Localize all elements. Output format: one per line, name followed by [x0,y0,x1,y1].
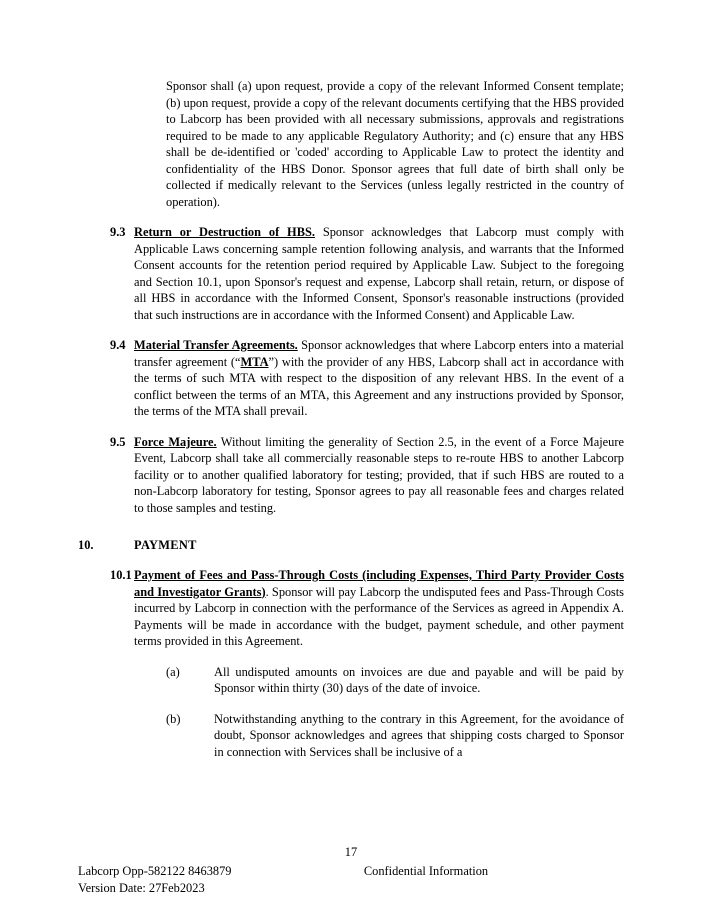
clause-number: 9.3 [110,225,126,239]
section-title: PAYMENT [134,538,197,552]
clause-heading: Payment of Fees and Pass-Through Costs (including Expenses, Third Party Provider Costs and Investigator Grants) [134,568,624,599]
clause-heading: Force Majeure. [134,434,217,449]
section-number: 10. [78,538,94,552]
footer-row-1 [78,863,624,880]
clause-9-4 [78,337,624,420]
sub-item-label: (a) [166,664,180,679]
clause-body-text: . Sponsor will pay Labcorp the undisputed fees and Pass-Through Costs incurred by Labcorp in connection with the performance of the Services as agreed in Appendix A. Payments will be made in accordance with the budget, payment schedule, and other payment terms provided in this Agreement. [134,584,624,648]
sub-item-text: Notwithstanding anything to the contrary in this Agreement, for the avoidance of doubt, Sponsor acknowledges and agrees that shipping costs charged to Sponsor in connection with Services shall be inclusive of a [214,711,624,759]
clause-heading: Material Transfer Agreements. [134,338,298,352]
clause-text [134,434,624,517]
page-number: 17 [344,845,358,859]
intro-paragraph: Sponsor shall (a) upon request, provide a copy of the relevant Informed Consent template; (b) upon request, provide a copy of the relevant documents certifying that the HBS provided to Labcorp has been provided with all necessary submissions, approvals and registrations required to be made to any applicable Regulatory Authority; and (c) ensure that any HBS shall be de-identified or 'coded' according to Applicable Law to protect the identity and confidentiality of the HBS Donor. Sponsor agrees that full date of birth shall only be collected if medically relevant to the Services (unless legally restricted in the country of operation). [166,79,624,209]
sub-item-b [166,711,624,761]
sub-item-a [166,664,624,697]
clause-text [134,567,624,650]
sub-item-label: (b) [166,711,181,726]
footer-confidentiality-notice: Confidential Information [363,864,489,878]
clause-text [134,337,624,420]
section-heading-payment [78,538,624,553]
clause-body-text-part2: ”) with the provider of any HBS, Labcorp shall act in accordance with the terms of such MTA with respect to the disposition of any relevant HBS. In the event of a conflict between the terms of an MTA, this Agreement and any instructions provided by Sponsor, the terms of the MTA shall prevail. [134,354,624,418]
footer-row-2 [78,880,624,897]
clause-9-5 [78,434,624,517]
clause-9-3 [78,224,624,323]
clause-number: 9.4 [110,338,126,352]
footer-version-date: Version Date: 27Feb2023 [78,881,205,895]
clause-number: 10.1 [110,568,132,582]
clause-body-text: Without limiting the generality of Section 2.5, in the event of a Force Majeure Event, Labcorp shall take all commercially reasonable steps to re-route HBS to another Labcorp facility or to another qualified laboratory for testing; provided, that if such HBS are routed to a non-Labcorp laboratory for testing, Sponsor agrees to pay all reasonable fees and charges related to those samples and testing. [134,434,625,515]
defined-term-mta: MTA [240,354,269,369]
clause-body-text-part1: Sponsor acknowledges that where Labcorp enters into a material transfer agreement (“ [134,338,624,369]
clause-10-1 [78,567,624,650]
clause-text [134,224,624,323]
footer-document-id: Labcorp Opp-582122 8463879 [78,864,232,878]
page-footer [0,845,704,897]
clause-number: 9.5 [110,434,126,449]
clause-body-text: Sponsor acknowledges that Labcorp must comply with Applicable Laws concerning sample retention following analysis, and warrants that the Informed Consent accounts for the retention period required by Applicable Law. Subject to the foregoing and Section 10.1, upon Sponsor's request and expense, Labcorp shall retain, return, or dispose of all HBS in accordance with the Informed Consent, Sponsor's reasonable instructions (provided that such instructions are in accordance with the Informed Consent) and Applicable Law. [134,225,624,322]
clause-heading: Return or Destruction of HBS. [134,225,315,239]
sub-item-text: All undisputed amounts on invoices are due and payable and will be paid by Sponsor within thirty (30) days of the date of invoice. [214,664,624,695]
